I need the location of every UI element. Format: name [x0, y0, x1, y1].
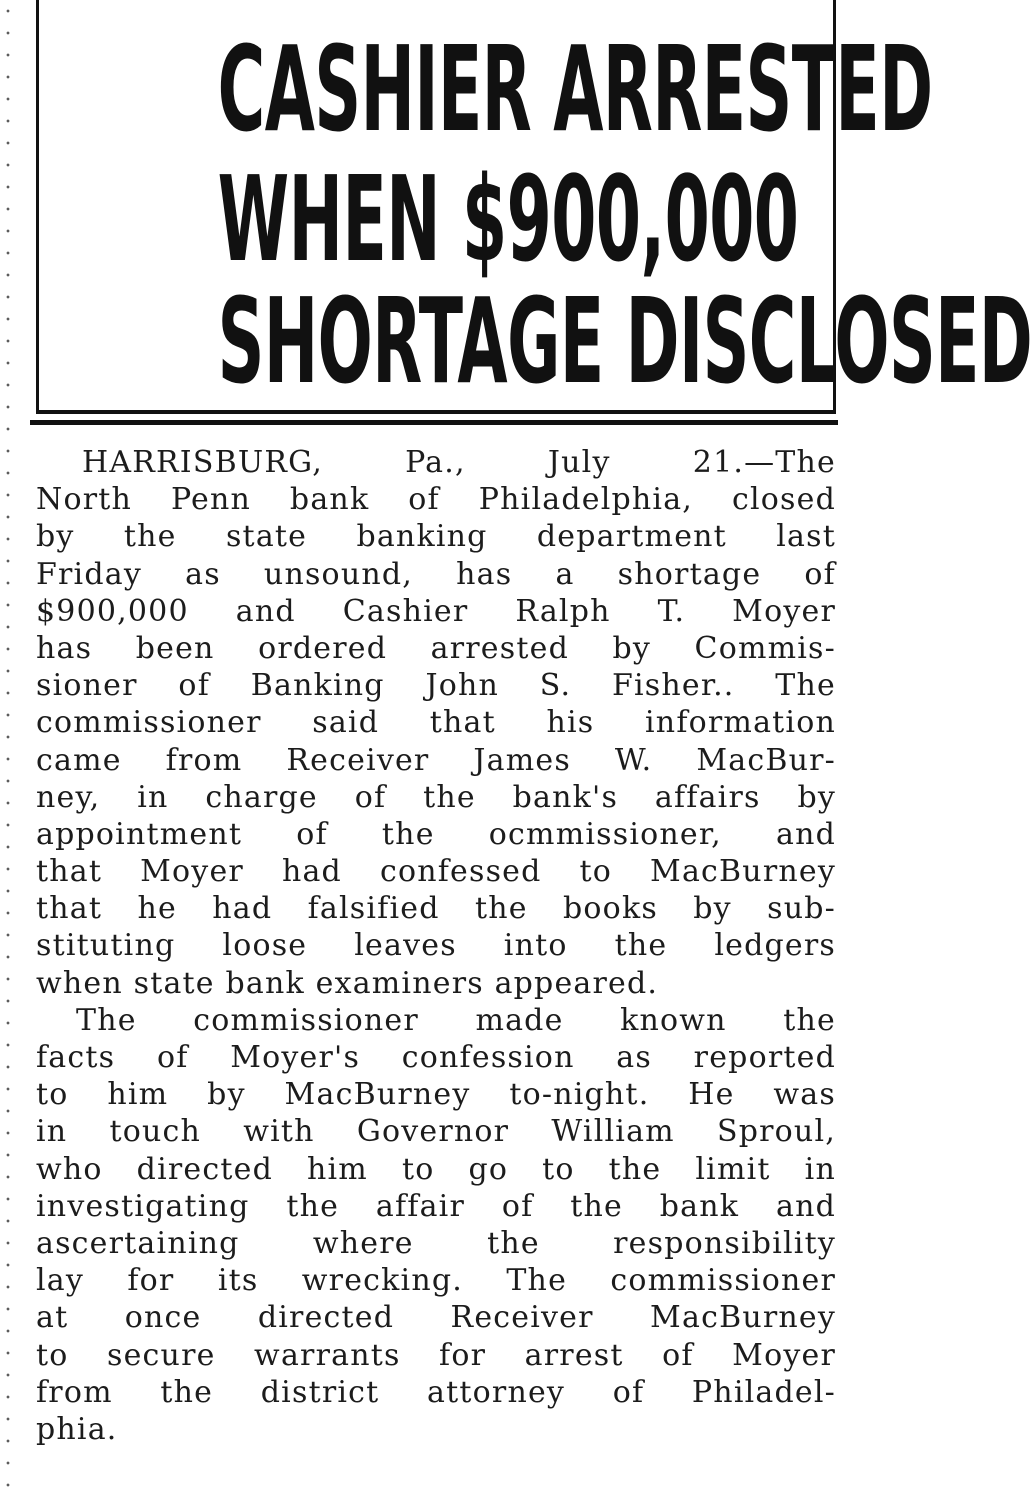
- headline-rule: [30, 420, 838, 425]
- article-line: has been ordered arrested by Commis-: [36, 630, 836, 666]
- article-line: ney, in charge of the bank's affairs by: [36, 779, 836, 815]
- article-line: from the district attorney of Philadel-: [36, 1374, 836, 1410]
- article-line: ascertaining where the responsibility: [36, 1225, 836, 1261]
- article-line: North Penn bank of Philadelphia, closed: [36, 482, 836, 518]
- article-line: Friday as unsound, has a shortage of: [36, 556, 836, 592]
- article-line: in touch with Governor William Sproul,: [36, 1114, 836, 1150]
- headline-line-1: CASHIER ARRESTED: [217, 20, 933, 158]
- article-line: commissioner said that his information: [36, 705, 836, 741]
- article-line: lay for its wrecking. The commissioner: [36, 1263, 836, 1299]
- article-line: stituting loose leaves into the ledgers: [36, 928, 836, 964]
- article-line: $900,000 and Cashier Ralph T. Moyer: [36, 593, 836, 629]
- article-line: that he had falsified the books by sub-: [36, 891, 836, 927]
- article-line: facts of Moyer's confession as reported: [36, 1040, 836, 1075]
- headline-box: [36, 0, 1032, 414]
- article-line: investigating the affair of the bank and: [36, 1188, 836, 1224]
- article-line: appointment of the ocmmissioner, and: [36, 816, 836, 852]
- article-line: by the state banking department last: [36, 519, 836, 555]
- article-line: who directed him to go to the limit in: [36, 1151, 836, 1187]
- article-line: came from Receiver James W. MacBur-: [36, 742, 836, 778]
- headline-line-2: WHEN $900,000: [217, 150, 799, 288]
- article-line: to him by MacBurney to-night. He was: [36, 1077, 836, 1113]
- article-line: The commissioner made known the: [76, 1002, 836, 1038]
- article-line: HARRISBURG, Pa., July 21.—The: [82, 445, 836, 480]
- article-line: to secure warrants for arrest of Moyer: [36, 1337, 836, 1373]
- paragraph-2: [36, 1002, 836, 1448]
- paragraph-1: [36, 444, 836, 1002]
- headline-line-3: SHORTAGE DISCLOSED: [217, 272, 1032, 410]
- article-line: phia.: [36, 1411, 118, 1447]
- article-line: that Moyer had confessed to MacBurney: [36, 854, 836, 890]
- article-line: at once directed Receiver MacBurney: [36, 1300, 836, 1336]
- article-line: when state bank examiners appeared.: [36, 965, 659, 1001]
- article-body: [36, 444, 836, 1448]
- margin-rule: [6, 0, 10, 1489]
- article-line: sioner of Banking John S. Fisher.. The: [36, 668, 836, 704]
